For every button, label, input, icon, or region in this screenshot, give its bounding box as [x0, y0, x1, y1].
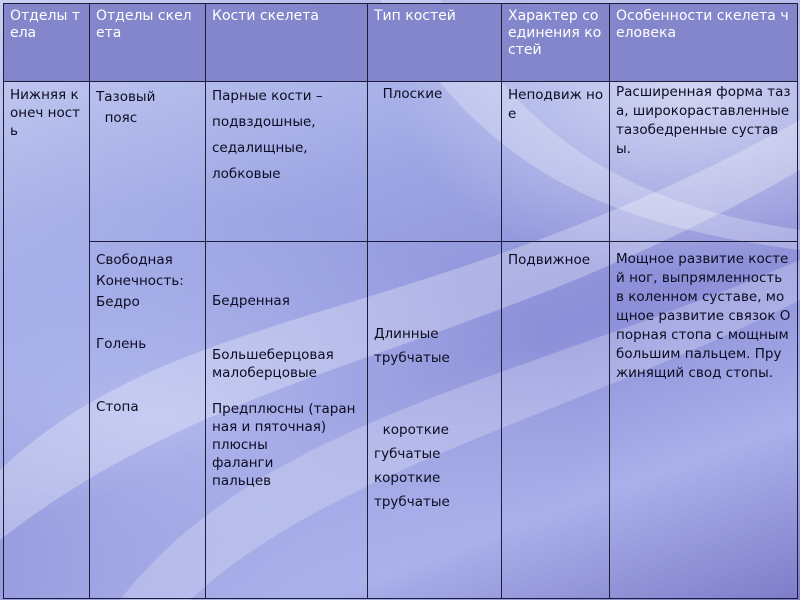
header-skeleton-sections: Отделы скелета: [90, 4, 206, 82]
cell-pelvis-bones: Парные кости – подвздошные, седалищные, лобковые: [206, 82, 368, 242]
header-bone-type: Тип костей: [368, 4, 502, 82]
cell-free-limb-features: Мощное развитие костей ног, выпрямленность в коленном суставе, мощное развитие связок Опорная стопа с мощным большим пальцем. Пружинящий свод стопы.: [610, 242, 798, 599]
table-row-pelvis: [4, 82, 798, 242]
table-row-free-limb: [4, 242, 798, 599]
table-header-row: [4, 4, 798, 82]
header-human-features: Особенности скелета человека: [610, 4, 798, 82]
cell-pelvis-joint: Неподвиж ное: [502, 82, 610, 242]
cell-pelvis-section: Тазовый пояс: [90, 82, 206, 242]
cell-pelvis-type: Плоские: [368, 82, 502, 242]
cell-free-limb-section: Свободная Конечность: Бедро Голень Стопа: [90, 242, 206, 599]
cell-pelvis-features: Расширенная форма таза, широкораставленные тазобедренные суставы.: [610, 82, 798, 242]
header-skeleton-bones: Кости скелета: [206, 4, 368, 82]
cell-body-part: Нижняя конеч ность: [4, 82, 90, 599]
cell-free-limb-type: Длинные трубчатые короткие губчатые короткие трубчатые: [368, 242, 502, 599]
cell-free-limb-joint: Подвижное: [502, 242, 610, 599]
skeleton-table: [3, 3, 798, 599]
cell-free-limb-bones: Бедренная Большеберцовая малоберцовые Предплюсны (таранная и пяточная) плюсны фаланги пальцев: [206, 242, 368, 599]
header-body-parts: Отделы тела: [4, 4, 90, 82]
header-joint-type: Характер соединения костей: [502, 4, 610, 82]
